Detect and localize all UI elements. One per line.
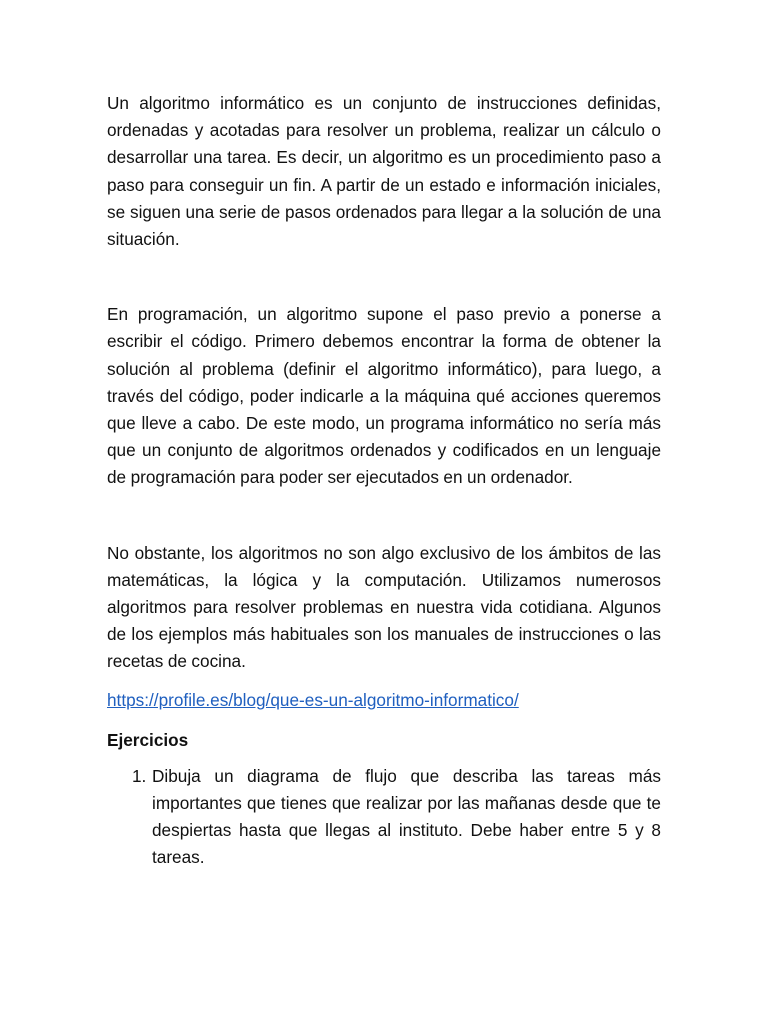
exercises-heading: Ejercicios — [107, 729, 189, 750]
exercise-list — [107, 763, 661, 872]
exercise-text: Dibuja un diagrama de flujo que describa las tareas más importantes que tienes que realizar por las mañanas desde que te despiertas hasta que llegas al instituto. Debe haber entre 5 y 8 tareas. — [152, 765, 661, 868]
document-page — [107, 90, 661, 871]
exercise-item — [107, 763, 661, 872]
exercise-number: 1. — [132, 765, 147, 786]
paragraph-everyday-use: No obstante, los algoritmos no son algo exclusivo de los ámbitos de las matemáticas, la lógica y la computación. Utilizamos numerosos algoritmos para resolver problemas en nuestra vida cotidiana. Algunos de los ejemplos más habituales son los manuales de instrucciones o las recetas de cocina. — [107, 542, 661, 672]
paragraph-definition: Un algoritmo informático es un conjunto de instrucciones definidas, ordenadas y acotadas para resolver un problema, realizar un cálculo o desarrollar una tarea. Es decir, un algoritmo es un procedimiento paso a paso para conseguir un fin. A partir de un estado e información iniciales, se siguen una serie de pasos ordenados para llegar a la solución de una situación. — [107, 93, 661, 250]
source-link[interactable]: https://profile.es/blog/que-es-un-algoritmo-informatico/ — [107, 689, 519, 710]
paragraph-programming: En programación, un algoritmo supone el paso previo a ponerse a escribir el código. Primero debemos encontrar la forma de obtener la solución al problema (definir el algoritmo informático), para luego, a través del código, poder indicarle a la máquina qué acciones queremos que lleve a cabo. De este modo, un programa informático no sería más que un conjunto de algoritmos ordenados y codificados en un lenguaje de programación para poder ser ejecutados en un ordenador. — [107, 304, 661, 488]
